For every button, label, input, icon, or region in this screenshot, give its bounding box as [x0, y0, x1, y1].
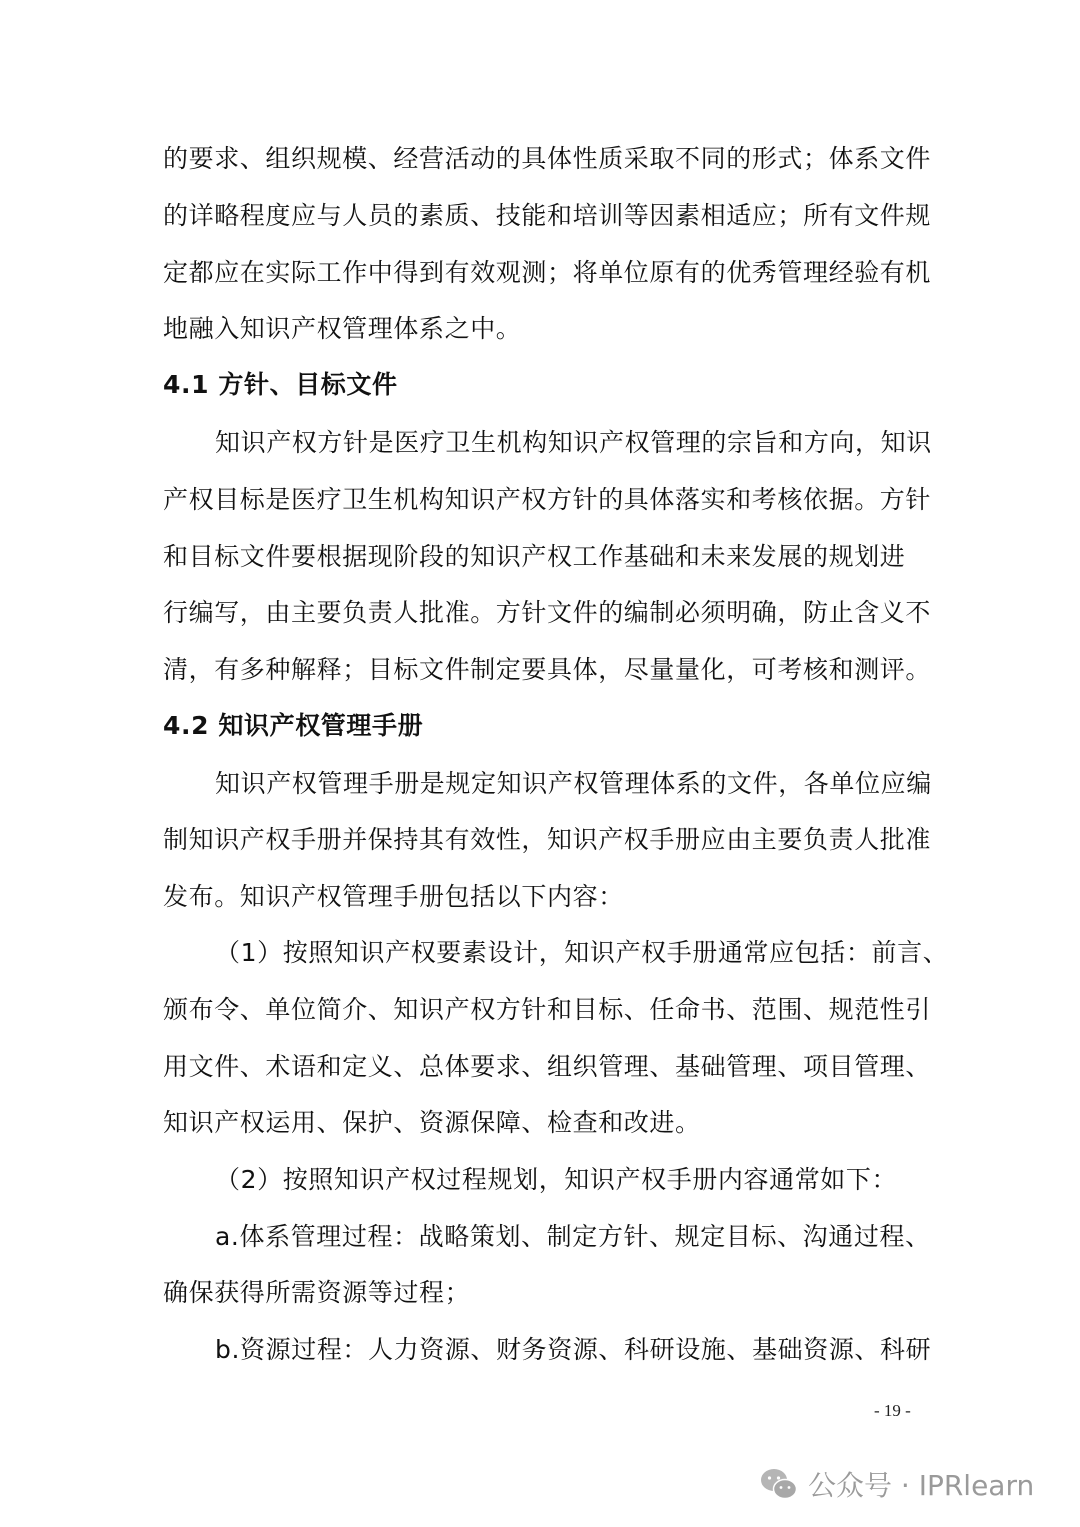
paragraph-line: 确保获得所需资源等过程； [163, 1278, 471, 1307]
paragraph-line: 的详略程度应与人员的素质、技能和培训等因素相适应；所有文件规 [163, 201, 932, 230]
list-item-2: （2）按照知识产权过程规划，知识产权手册内容通常如下： [215, 1165, 898, 1194]
page-number: - 19 - [874, 1401, 911, 1420]
paragraph-line: 用文件、术语和定义、总体要求、组织管理、基础管理、项目管理、 [163, 1052, 932, 1081]
list-item-1: （1）按照知识产权要素设计，知识产权手册通常应包括：前言、 [215, 938, 949, 967]
watermark-text: 公众号 · IPRlearn [808, 1469, 1035, 1502]
paragraph-line: 制知识产权手册并保持其有效性，知识产权手册应由主要负责人批准 [163, 825, 932, 854]
section-heading-4-1: 4.1 方针、目标文件 [163, 370, 398, 399]
paragraph-line: 产权目标是医疗卫生机构知识产权方针的具体落实和考核依据。方针 [163, 485, 932, 514]
watermark [760, 1463, 1034, 1505]
paragraph-line: 知识产权方针是医疗卫生机构知识产权管理的宗旨和方向，知识 [215, 428, 932, 457]
paragraph-line: 和目标文件要根据现阶段的知识产权工作基础和未来发展的规划进 [163, 542, 906, 571]
paragraph-line: 清，有多种解释；目标文件制定要具体，尽量量化，可考核和测评。 [163, 655, 932, 684]
list-item-b: b.资源过程：人力资源、财务资源、科研设施、基础资源、科研 [215, 1335, 932, 1364]
paragraph-line: 知识产权管理手册是规定知识产权管理体系的文件，各单位应编 [215, 769, 932, 798]
paragraph-line: 定都应在实际工作中得到有效观测；将单位原有的优秀管理经验有机 [163, 258, 932, 287]
paragraph-line: 知识产权运用、保护、资源保障、检查和改进。 [163, 1108, 701, 1137]
paragraph-line: 的要求、组织规模、经营活动的具体性质采取不同的形式；体系文件 [163, 144, 932, 173]
section-heading-4-2: 4.2 知识产权管理手册 [163, 711, 424, 740]
wechat-icon [760, 1467, 798, 1501]
paragraph-line: 行编写，由主要负责人批准。方针文件的编制必须明确，防止含义不 [163, 598, 932, 627]
list-item-a: a.体系管理过程：战略策划、制定方针、规定目标、沟通过程、 [215, 1222, 931, 1251]
paragraph-line: 发布。知识产权管理手册包括以下内容： [163, 882, 624, 911]
paragraph-line: 颁布令、单位简介、知识产权方针和目标、任命书、范围、规范性引 [163, 995, 932, 1024]
paragraph-line: 地融入知识产权管理体系之中。 [163, 314, 522, 343]
